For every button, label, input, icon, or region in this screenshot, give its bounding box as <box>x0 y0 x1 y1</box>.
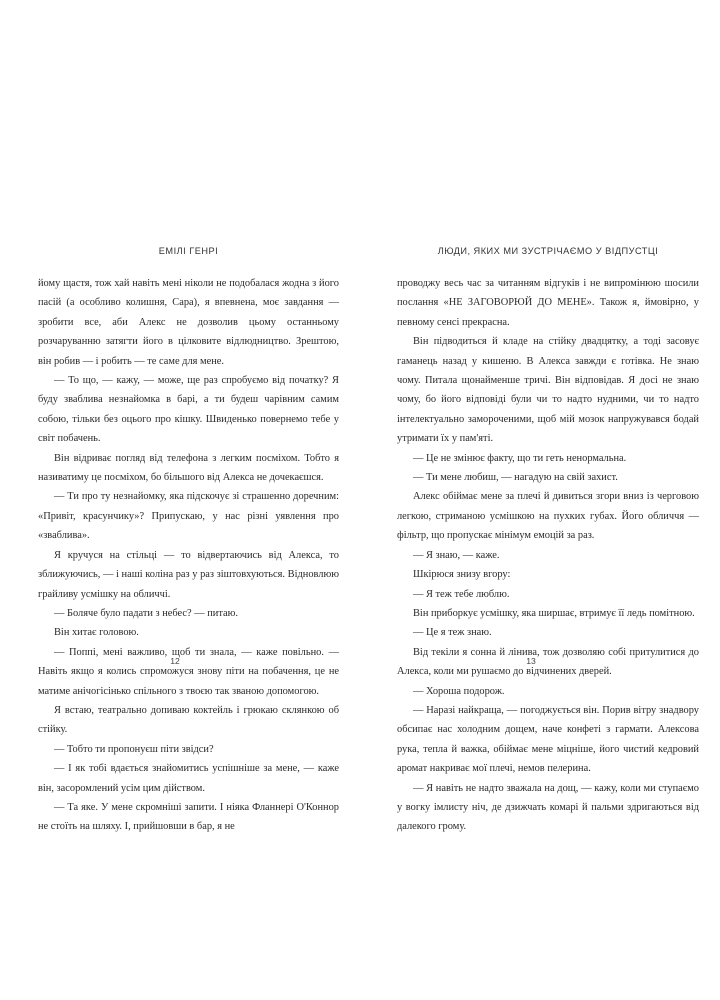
paragraph: — Та яке. У мене скромніші запити. І ніяка Фланнері О'Коннор не стоїть на шляху. І, прийшовши в бар, я не <box>38 801 339 833</box>
paragraph: Він приборкує усмішку, яка ширшає, втримує її ледь помітною. <box>413 607 695 619</box>
left-page <box>38 246 339 837</box>
left-page-text <box>38 274 339 837</box>
page-number-left: 12 <box>170 656 180 666</box>
right-page-text <box>397 274 699 837</box>
paragraph: — То що, — кажу, — може, ще раз спробуємо від початку? Я буду зваблива незнайомка в барі, а ти будеш чарівним самим собою, тільки без оцього про кішку. Швиденько повернемо тебе у світ побачень. <box>38 375 339 445</box>
paragraph: — Боляче було падати з небес? — питаю. <box>54 607 238 619</box>
paragraph: — Поппі, мені важливо, щоб ти знала, — каже повільно. — Навіть якщо я колись спроможуся знову піти на побачення, це не матиме анічогісінько спільного з твоєю так званою допомогою. <box>38 646 339 697</box>
paragraph: Він підводиться й кладе на стійку двадцятку, а тоді засовує гаманець назад у кишеню. В Алекса завжди є готівка. Не знаю чому. Питала щонайменше тричі. Він відповідав. Я досі не знаю чому, бо його відповіді були чи то надто нудними, чи то надто інтелектуально замороченими, щоб мій мозок напружувався бодай утримати їх у пам'яті. <box>397 336 699 445</box>
paragraph: — Хороша подорож. <box>413 685 505 697</box>
paragraph: — Ти мене любиш, — нагадую на свій захист. <box>413 472 618 484</box>
paragraph: — І як тобі вдається знайомитись успішніше за мене, — каже він, засоромлений усім цим дійством. <box>38 763 339 794</box>
paragraph: — Це не змінює факту, що ти геть ненормальна. <box>413 452 627 464</box>
paragraph: — Я навіть не надто зважала на дощ, — кажу, коли ми ступаємо у вогку імлисту ніч, де дзижчать комарі й пальми здригаються від далекого грому. <box>397 782 699 833</box>
paragraph: Алекс обіймає мене за плечі й дивиться згори вниз із черговою легкою, стриманою усмішкою на пухких губах. Його обличчя — фільтр, що пропускає мінімум емоцій за раз. <box>397 491 699 542</box>
paragraph: Він відриває погляд від телефона з легким посміхом. Тобто я називатиму це посміхом, бо більшого від Алекса не дочекаєшся. <box>38 452 339 484</box>
paragraph: Він хитає головою. <box>54 627 139 639</box>
paragraph: йому щастя, тож хай навіть мені ніколи не подобалася жодна з його пасій (а особливо колишня, Сара), я впевнена, моє завдання — зробити все, аби Алекс не дозволив цьому останньому розчаруванню затягти його в цілковите відлюдництво. Зрештою, він робив — і робить — те саме для мене. <box>38 278 339 367</box>
page-number-right: 13 <box>526 656 536 666</box>
paragraph: проводжу весь час за читанням відгуків і не випромінюю шосили послання «НЕ ЗАГОВОРЮЙ ДО МЕНЕ». Також я, ймовірно, у певному сенсі прекрасна. <box>397 278 699 328</box>
paragraph: Від текіли я сонна й лінива, тож дозволяю собі притулитися до Алекса, коли ми рушаємо до відчинених дверей. <box>397 646 699 678</box>
paragraph: Я встаю, театрально допиваю коктейль і грюкаю склянкою об стійку. <box>38 704 339 736</box>
paragraph: — Ти про ту незнайомку, яка підскочує зі страшенно доречним: «Привіт, красунчику»? Припускаю, у нас різні уявлення про «зваблива». <box>38 491 339 542</box>
paragraph: Я кручуся на стільці — то відвертаючись від Алекса, то зближуючись, — і наші коліна раз у раз зіштовхуються. Відновлюю грайливу усмішку на обличчі. <box>38 549 339 600</box>
paragraph: — Наразі найкраща, — погоджується він. Порив вітру знадвору обсипає нас холодним дощем, наче конфеті з гармати. Алексова рука, тепла й важка, обіймає мене міцніше, його чистий кедровий аромат накриває мої плечі, немов пелерина. <box>397 704 699 775</box>
paragraph: — Я теж тебе люблю. <box>413 588 510 600</box>
running-head-title: ЛЮДИ, ЯКИХ МИ ЗУСТРІЧАЄМО У ВІДПУСТЦІ <box>437 246 659 256</box>
paragraph: — Це я теж знаю. <box>413 627 492 639</box>
running-head-author: ЕМІЛІ ГЕНРІ <box>158 246 219 256</box>
paragraph: — Тобто ти пропонуєш піти звідси? <box>54 743 214 755</box>
paragraph: Шкірюся знизу вгору: <box>413 569 511 581</box>
right-page <box>397 246 699 837</box>
paragraph: — Я знаю, — каже. <box>413 549 500 561</box>
